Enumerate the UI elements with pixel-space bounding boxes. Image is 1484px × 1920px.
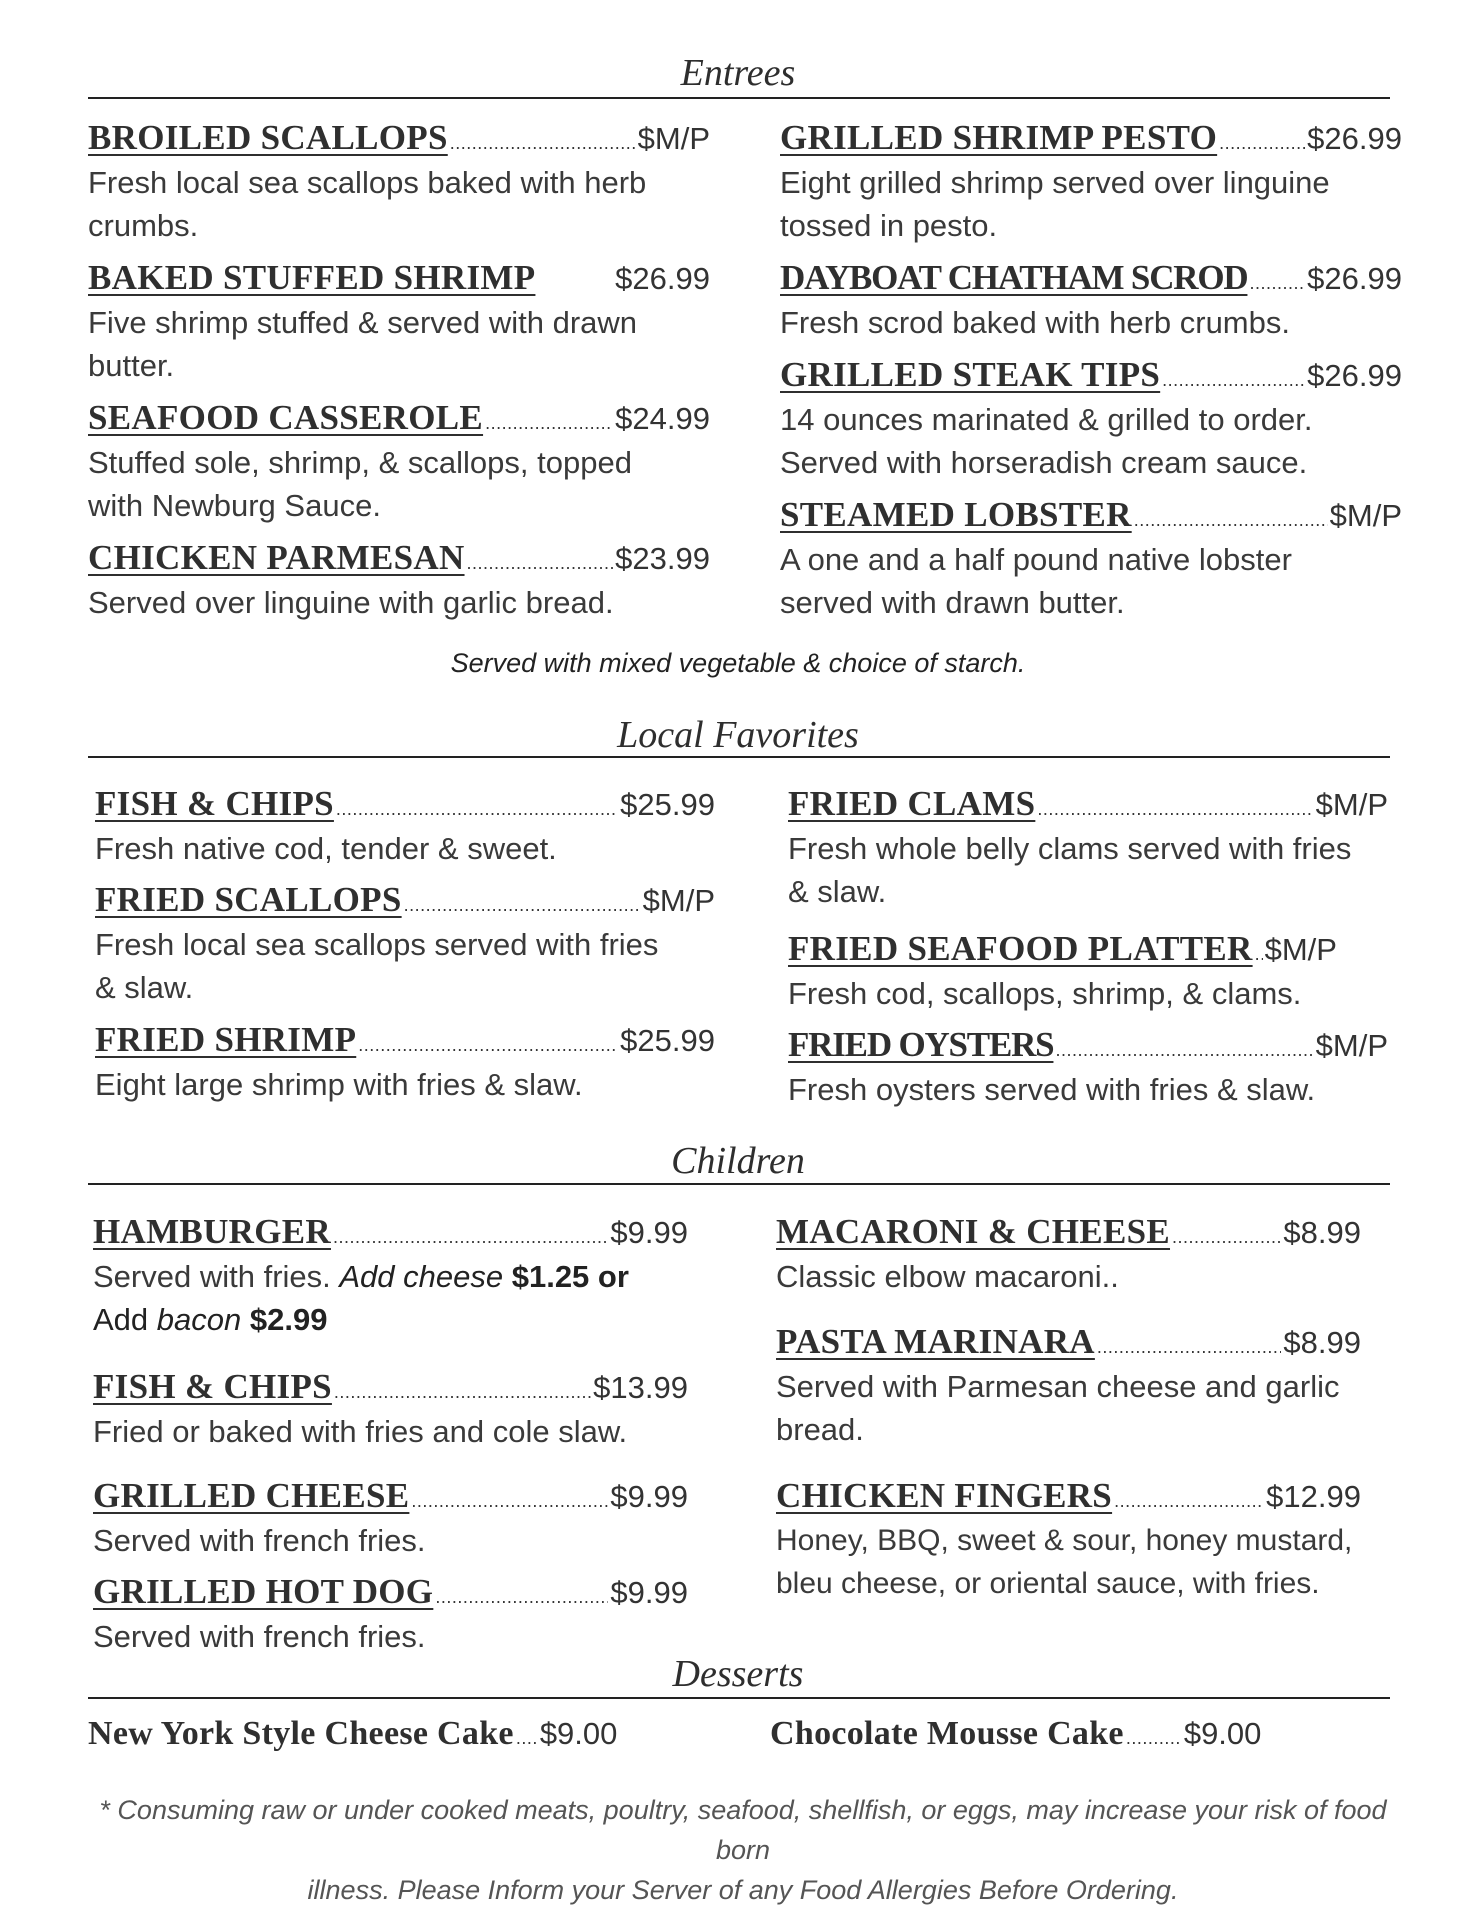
menu-item (95, 880, 715, 1009)
item-name: New York Style Cheese Cake (88, 1715, 514, 1752)
item-price: $M/P (1315, 787, 1388, 822)
item-description: Served over linguine with garlic bread. (88, 585, 614, 620)
disclaimer-line: * Consuming raw or under cooked meats, poultry, seafood, shellfish, or eggs, may increase your risk of food born (99, 1795, 1387, 1865)
leader-dots (1134, 510, 1328, 531)
dessert-item (88, 1715, 716, 1757)
item-name: Chocolate Mousse Cake (770, 1715, 1124, 1752)
item-price: $26.99 (615, 261, 710, 296)
item-description: Stuffed sole, shrimp, & scallops, topped with Newburg Sauce. (88, 445, 632, 523)
item-price: $9.00 (539, 1716, 618, 1751)
item-description: Fried or baked with fries and cole slaw. (93, 1414, 628, 1449)
leader-dots (1255, 944, 1263, 965)
item-description: Served with Parmesan cheese and garlic bread. (776, 1369, 1340, 1447)
item-price: $M/P (1264, 932, 1337, 967)
leader-dots (1162, 370, 1305, 391)
section-title-desserts: Desserts (672, 1653, 804, 1695)
item-description: Fresh oysters served with fries & slaw. (788, 1072, 1316, 1107)
section-divider (88, 756, 1390, 758)
item-name: GRILLED HOT DOG (93, 1572, 434, 1611)
item-price: $M/P (1315, 1028, 1388, 1063)
menu-item (788, 784, 1388, 913)
menu-item (93, 1212, 688, 1341)
item-name: CHICKEN PARMESAN (88, 538, 465, 577)
item-description: 14 ounces marinated & grilled to order. Served with horseradish cream sauce. (780, 402, 1313, 480)
item-price: $M/P (1329, 498, 1402, 533)
menu-item (780, 258, 1402, 344)
leader-dots (358, 1035, 618, 1056)
leader-dots (404, 895, 641, 916)
allergy-disclaimer (88, 1790, 1398, 1910)
menu-item (780, 355, 1402, 484)
menu-item (776, 1322, 1361, 1451)
item-price: $23.99 (615, 541, 710, 576)
menu-item (788, 1025, 1388, 1111)
dessert-item (770, 1715, 1360, 1757)
item-name: GRILLED STEAK TIPS (780, 355, 1161, 394)
item-name: FRIED SEAFOOD PLATTER (788, 929, 1253, 968)
item-price: $12.99 (1266, 1479, 1361, 1514)
item-price: $26.99 (1307, 121, 1402, 156)
item-description: Served with fries. Add cheese $1.25 or Add bacon $2.99 (93, 1259, 629, 1337)
leader-dots (336, 799, 618, 820)
item-price: $13.99 (593, 1370, 688, 1405)
item-name: FISH & CHIPS (93, 1367, 332, 1406)
item-name: CHICKEN FINGERS (776, 1476, 1113, 1515)
item-price: $9.99 (610, 1575, 688, 1610)
menu-item (88, 538, 710, 624)
item-price: $M/P (642, 883, 715, 918)
item-name: FRIED SHRIMP (95, 1020, 357, 1059)
item-name: FRIED CLAMS (788, 784, 1036, 823)
section-divider (88, 1697, 1390, 1699)
menu-item (88, 118, 710, 247)
item-description: Five shrimp stuffed & served with drawn butter. (88, 305, 638, 383)
leader-dots (1249, 273, 1305, 294)
menu-item (776, 1476, 1416, 1605)
item-name: FRIED SCALLOPS (95, 880, 402, 919)
item-description: Fresh local sea scallops baked with herb crumbs. (88, 165, 647, 243)
leader-dots (516, 1728, 538, 1749)
item-price: $9.00 (1183, 1716, 1262, 1751)
item-description: Classic elbow macaroni.. (776, 1259, 1119, 1294)
item-name: BROILED SCALLOPS (88, 118, 448, 157)
menu-item (93, 1572, 688, 1658)
item-price: $26.99 (1307, 358, 1402, 393)
item-price: $25.99 (620, 1023, 715, 1058)
leader-dots (450, 133, 636, 154)
leader-dots (1219, 133, 1305, 154)
item-name: DAYBOAT CHATHAM SCROD (780, 258, 1248, 297)
item-name: BAKED STUFFED SHRIMP (88, 258, 536, 297)
disclaimer-line: illness. Please Inform your Server of any Food Allergies Before Ordering. (307, 1875, 1179, 1905)
item-description: Served with french fries. (93, 1523, 426, 1558)
item-price: $9.99 (610, 1215, 688, 1250)
leader-dots (1037, 799, 1313, 820)
leader-dots (435, 1587, 608, 1608)
leader-dots (1172, 1227, 1281, 1248)
section-title-children: Children (671, 1140, 805, 1182)
menu-item (88, 398, 710, 527)
section-divider (88, 97, 1390, 99)
entrees-note: Served with mixed vegetable & choice of starch. (450, 648, 1026, 678)
item-description: Eight large shrimp with fries & slaw. (95, 1067, 583, 1102)
item-name: GRILLED CHEESE (93, 1476, 410, 1515)
item-description: Fresh native cod, tender & sweet. (95, 831, 557, 866)
section-title-local-favorites: Local Favorites (617, 714, 859, 756)
item-name: FISH & CHIPS (95, 784, 334, 823)
leader-dots (1126, 1728, 1182, 1749)
menu-item (780, 118, 1402, 247)
menu-item (88, 258, 710, 387)
item-name: STEAMED LOBSTER (780, 495, 1132, 534)
item-name: PASTA MARINARA (776, 1322, 1095, 1361)
menu-item (93, 1476, 688, 1562)
leader-dots (1097, 1337, 1282, 1358)
menu-item (788, 929, 1388, 1015)
item-name: HAMBURGER (93, 1212, 331, 1251)
item-price: $25.99 (620, 787, 715, 822)
item-price: $8.99 (1283, 1215, 1361, 1250)
item-name: FRIED OYSTERS (788, 1025, 1054, 1064)
item-price: $26.99 (1307, 261, 1402, 296)
leader-dots (467, 553, 614, 574)
leader-dots (334, 1382, 591, 1403)
menu-item (95, 1020, 715, 1106)
item-price: $9.99 (610, 1479, 688, 1514)
item-price: $24.99 (615, 401, 710, 436)
item-description: Eight grilled shrimp served over linguine tossed in pesto. (780, 165, 1330, 243)
item-name: GRILLED SHRIMP PESTO (780, 118, 1218, 157)
item-name: SEAFOOD CASSEROLE (88, 398, 484, 437)
item-description: Fresh cod, scallops, shrimp, & clams. (788, 976, 1302, 1011)
leader-dots (1055, 1040, 1313, 1061)
menu-item (776, 1212, 1361, 1298)
item-price: $M/P (637, 121, 710, 156)
menu-item (780, 495, 1402, 624)
section-divider (88, 1183, 1390, 1185)
menu-item (93, 1367, 688, 1453)
menu-item (95, 784, 715, 870)
item-description: Fresh local sea scallops served with fries & slaw. (95, 927, 659, 1005)
section-title-entrees: Entrees (680, 52, 796, 94)
item-description: Served with french fries. (93, 1619, 426, 1654)
item-name: MACARONI & CHEESE (776, 1212, 1171, 1251)
leader-dots (411, 1491, 608, 1512)
item-description: Fresh scrod baked with herb crumbs. (780, 305, 1290, 340)
item-description: Fresh whole belly clams served with fries & slaw. (788, 831, 1352, 909)
item-description: Honey, BBQ, sweet & sour, honey mustard, bleu cheese, or oriental sauce, with fries. (776, 1524, 1353, 1600)
leader-dots (1114, 1491, 1264, 1512)
leader-dots (485, 413, 613, 434)
item-price: $8.99 (1283, 1325, 1361, 1360)
item-description: A one and a half pound native lobster served with drawn butter. (780, 542, 1292, 620)
leader-dots (333, 1227, 608, 1248)
